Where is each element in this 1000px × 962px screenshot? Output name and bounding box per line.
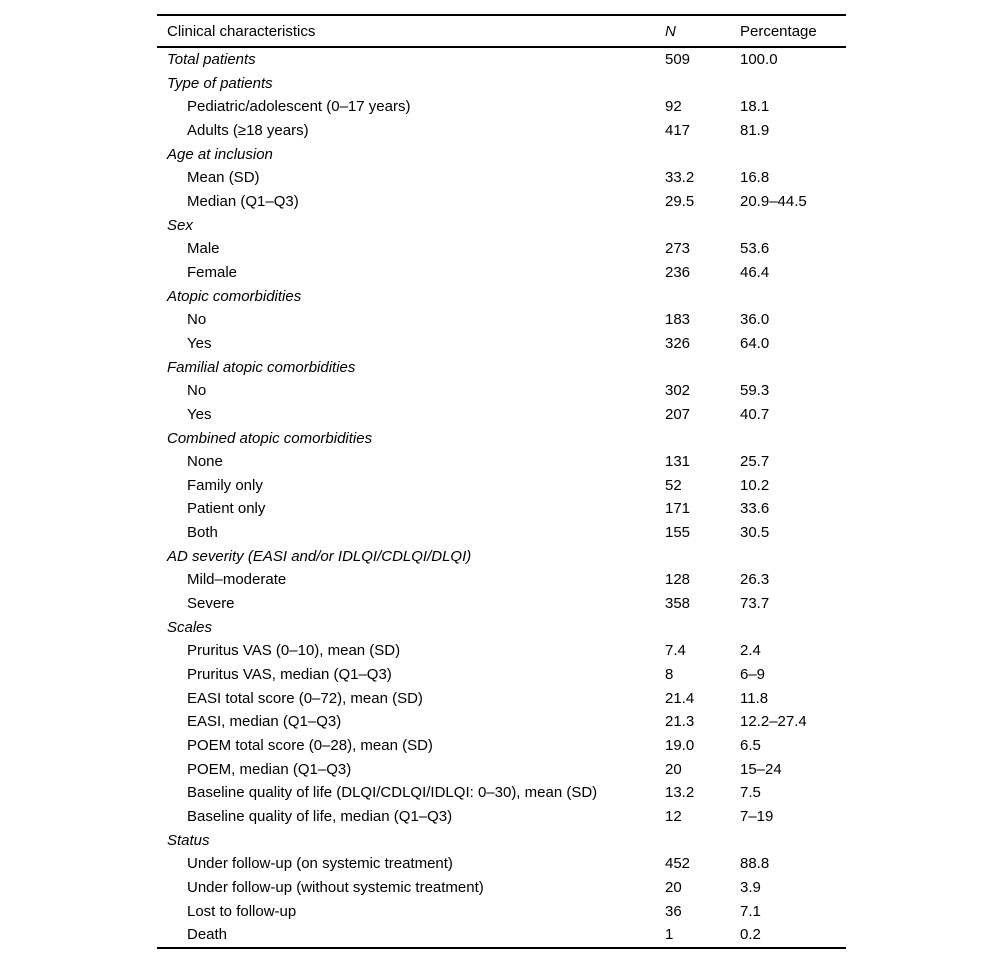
table-row (157, 592, 846, 616)
row-percentage-value: 73.7 (740, 595, 770, 613)
row-n-value (665, 829, 740, 853)
table-row (157, 781, 846, 805)
table-body (157, 47, 846, 948)
row-percentage-value: 40.7 (740, 405, 770, 423)
row-n-value (665, 72, 740, 96)
table-header-row (157, 15, 846, 47)
row-label: Baseline quality of life, median (Q1–Q3) (187, 808, 453, 825)
row-n-value: 131 (665, 453, 691, 471)
row-label: POEM total score (0–28), mean (SD) (187, 737, 433, 755)
row-percentage-value: 33.6 (740, 500, 770, 518)
row-n-value: 236 (665, 263, 691, 281)
col-header-clinical-characteristics: Clinical characteristics (157, 15, 665, 47)
row-n-value: 19.0 (665, 737, 695, 755)
row-label: No (187, 382, 207, 400)
row-label: Familial atopic comorbidities (167, 358, 356, 376)
row-n-value: 1 (665, 923, 740, 948)
row-percentage-value (740, 72, 846, 96)
row-n-value: 302 (665, 382, 691, 400)
row-label: Type of patients (167, 74, 273, 92)
row-percentage-value: 100.0 (740, 51, 778, 68)
row-percentage-value: 81.9 (740, 121, 770, 139)
table-row (157, 166, 846, 190)
row-percentage-value (740, 143, 846, 167)
row-percentage-value: 11.8 (740, 689, 769, 707)
row-label: Under follow-up (on systemic treatment) (187, 855, 453, 873)
row-n-value: 509 (665, 51, 691, 68)
table-row (157, 734, 846, 758)
row-percentage-value: 10.2 (740, 476, 770, 494)
row-label: Severe (187, 595, 235, 613)
row-percentage-value: 46.4 (740, 263, 770, 281)
row-n-value: 21.4 (665, 689, 695, 707)
table-row (157, 356, 846, 380)
row-n-value (665, 214, 740, 238)
row-n-value: 33.2 (665, 169, 695, 187)
row-percentage-value (740, 356, 846, 380)
table-row (157, 474, 846, 498)
row-label: Pruritus VAS, median (Q1–Q3) (187, 666, 392, 684)
row-percentage-value (740, 427, 846, 451)
table-row (157, 663, 846, 687)
row-n-value: 20 (665, 878, 682, 896)
row-n-value (665, 427, 740, 451)
row-n-value: 52 (665, 476, 682, 494)
table-row (157, 403, 846, 427)
row-label: Total patients (167, 51, 256, 68)
row-n-value: 155 (665, 524, 691, 542)
row-n-value: 12 (665, 808, 682, 825)
row-label: None (187, 453, 223, 471)
row-percentage-value: 64.0 (740, 334, 770, 352)
row-label: Yes (187, 334, 212, 352)
row-percentage-value: 6–9 (740, 666, 766, 684)
row-percentage-value (740, 214, 846, 238)
row-label: EASI, median (Q1–Q3) (187, 713, 342, 731)
row-label: Median (Q1–Q3) (187, 192, 299, 210)
table-row (157, 497, 846, 521)
table-row (157, 261, 846, 285)
table-row (157, 876, 846, 900)
row-label: Atopic comorbidities (167, 287, 302, 305)
table-row (157, 119, 846, 143)
row-n-value: 417 (665, 121, 691, 139)
table-row (157, 900, 846, 924)
row-label: Sex (167, 216, 193, 234)
row-label: Under follow-up (without systemic treatment) (187, 878, 484, 896)
table-row (157, 72, 846, 96)
row-label: Male (187, 240, 220, 258)
row-label: Patient only (187, 500, 266, 518)
row-n-value (665, 285, 740, 309)
table-row (157, 687, 846, 711)
row-percentage-value: 16.8 (740, 169, 770, 187)
row-n-value: 273 (665, 240, 691, 258)
table-row (157, 190, 846, 214)
table-row (157, 710, 846, 734)
table-row (157, 616, 846, 640)
row-n-value: 92 (665, 98, 682, 116)
row-percentage-value: 36.0 (740, 311, 770, 329)
row-percentage-value (740, 829, 846, 853)
row-percentage-value: 30.5 (740, 524, 770, 542)
data-table (157, 14, 846, 949)
table-row (157, 285, 846, 309)
row-label: Lost to follow-up (187, 902, 297, 920)
row-percentage-value: 6.5 (740, 737, 761, 755)
table-row (157, 308, 846, 332)
row-n-value: 7.4 (665, 642, 686, 660)
row-percentage-value (740, 285, 846, 309)
row-percentage-value: 7–19 (740, 808, 774, 825)
row-n-value (665, 356, 740, 380)
row-n-value: 128 (665, 571, 691, 589)
row-percentage-value: 88.8 (740, 855, 770, 873)
row-percentage-value: 7.1 (740, 902, 761, 920)
table-row (157, 829, 846, 853)
row-n-value: 183 (665, 311, 691, 329)
row-label: Baseline quality of life (DLQI/CDLQI/IDLQI: 0–30), mean (SD) (187, 784, 598, 802)
table-row (157, 545, 846, 569)
row-n-value: 358 (665, 595, 691, 613)
table-row (157, 332, 846, 356)
table-row (157, 568, 846, 592)
row-label: Pediatric/adolescent (0–17 years) (187, 98, 411, 116)
row-percentage-value: 25.7 (740, 453, 770, 471)
row-label: POEM, median (Q1–Q3) (187, 760, 352, 778)
row-label: No (187, 311, 207, 329)
row-n-value: 8 (665, 666, 674, 684)
row-percentage-value (740, 545, 846, 569)
row-n-value: 36 (665, 902, 682, 920)
row-label: Both (187, 524, 218, 542)
row-label: Age at inclusion (167, 145, 273, 163)
row-label: Status (167, 831, 210, 849)
row-percentage-value: 20.9–44.5 (740, 192, 807, 210)
row-n-value: 20 (665, 760, 682, 778)
row-percentage-value: 26.3 (740, 571, 770, 589)
table-row (157, 214, 846, 238)
table-row (157, 758, 846, 782)
row-percentage-value: 3.9 (740, 878, 761, 896)
row-label: Female (187, 263, 238, 281)
row-label: Scales (167, 618, 213, 636)
clinical-characteristics-table (157, 14, 846, 949)
row-n-value: 29.5 (665, 192, 695, 210)
row-percentage-value (740, 616, 846, 640)
row-label: AD severity (EASI and/or IDLQI/CDLQI/DLQI) (167, 547, 472, 565)
row-n-value: 171 (665, 500, 691, 518)
table-row (157, 639, 846, 663)
table-row (157, 923, 846, 948)
row-percentage-value: 2.4 (740, 642, 761, 660)
row-n-value: 326 (665, 334, 691, 352)
row-label: EASI total score (0–72), mean (SD) (187, 689, 423, 707)
row-n-value: 21.3 (665, 713, 695, 731)
row-n-value: 452 (665, 855, 691, 873)
col-header-n: N (665, 15, 740, 47)
row-n-value (665, 143, 740, 167)
row-percentage-value: 12.2–27.4 (740, 713, 807, 731)
row-percentage-value: 59.3 (740, 382, 770, 400)
row-label: Pruritus VAS (0–10), mean (SD) (187, 642, 401, 660)
table-row (157, 852, 846, 876)
row-label: Death (157, 923, 665, 948)
col-header-percentage: Percentage (740, 15, 846, 47)
table-row (157, 450, 846, 474)
row-n-value (665, 616, 740, 640)
row-label: Combined atopic comorbidities (167, 429, 373, 447)
row-percentage-value: 18.1 (740, 98, 770, 116)
table-row (157, 237, 846, 261)
row-label: Yes (187, 405, 212, 423)
row-n-value: 13.2 (665, 784, 695, 802)
row-n-value: 207 (665, 405, 691, 423)
row-percentage-value: 53.6 (740, 240, 770, 258)
row-n-value (665, 545, 740, 569)
row-label: Mean (SD) (187, 169, 260, 187)
table-row (157, 95, 846, 119)
row-label: Adults (≥18 years) (187, 121, 309, 139)
row-percentage-value: 15–24 (740, 760, 782, 778)
row-label: Mild–moderate (187, 571, 287, 589)
table-row (157, 143, 846, 167)
row-percentage-value: 7.5 (740, 784, 761, 802)
row-percentage-value: 0.2 (740, 923, 846, 948)
table-row (157, 805, 846, 829)
table-row (157, 427, 846, 451)
table-row (157, 47, 846, 72)
row-label: Family only (187, 476, 263, 494)
table-row (157, 521, 846, 545)
table-row (157, 379, 846, 403)
